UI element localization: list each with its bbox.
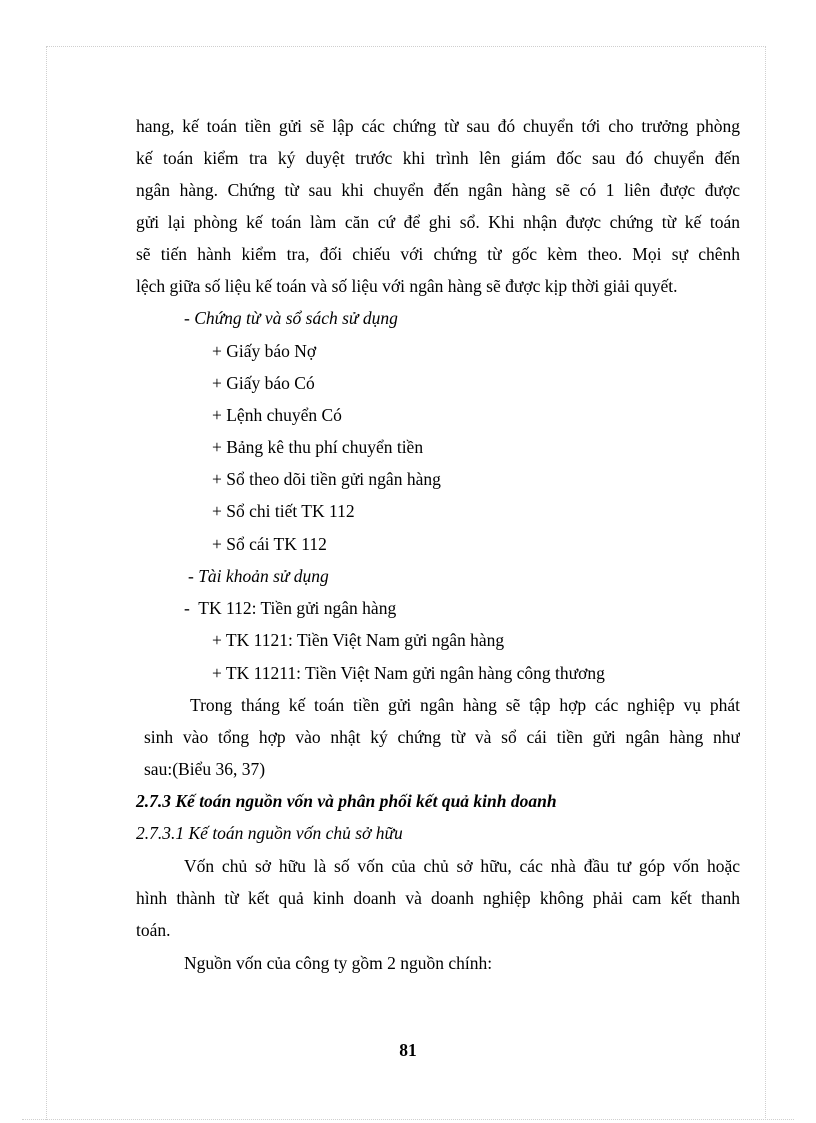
list-item: + Sổ cái TK 112: [212, 534, 327, 554]
list-item: + Sổ theo dõi tiền gửi ngân hàng: [212, 469, 441, 489]
paragraph-line: sinh vào tổng hợp vào nhật ký chứng từ và sổ cái tiền gửi ngân hàng như: [144, 727, 740, 747]
page-bottom-edge: [22, 1119, 794, 1120]
accounts-heading: - Tài khoản sử dụng: [188, 566, 329, 586]
paragraph-line: kế toán kiểm tra ký duyệt trước khi trình lên giám đốc sau đó chuyển đến: [136, 148, 740, 168]
section-heading-2-7-3-1: 2.7.3.1 Kế toán nguồn vốn chủ sở hữu: [136, 823, 403, 843]
paragraph-line: gửi lại phòng kế toán làm căn cứ để ghi sổ. Khi nhận được chứng từ kế toán: [136, 212, 740, 232]
list-item: + Giấy báo Có: [212, 373, 315, 393]
list-item: + TK 1121: Tiền Việt Nam gửi ngân hàng: [212, 630, 505, 650]
paragraph-line: Trong tháng kế toán tiền gửi ngân hàng sẽ tập hợp các nghiệp vụ phát: [190, 695, 740, 715]
paragraph-line: lệch giữa số liệu kế toán và số liệu với ngân hàng sẽ được kịp thời giải quyết.: [136, 276, 678, 296]
list-item: + Bảng kê thu phí chuyển tiền: [212, 437, 424, 457]
documents-heading: - Chứng từ và sổ sách sử dụng: [184, 308, 398, 328]
list-item: + Giấy báo Nợ: [212, 341, 317, 361]
list-item: + Sổ chi tiết TK 112: [212, 501, 355, 521]
paragraph-line: hang, kế toán tiền gửi sẽ lập các chứng từ sau đó chuyển tới cho trưởng phòng: [136, 116, 740, 136]
paragraph-line: Vốn chủ sở hữu là số vốn của chủ sở hữu, các nhà đầu tư góp vốn hoặc: [184, 856, 740, 876]
list-item: + TK 11211: Tiền Việt Nam gửi ngân hàng công thương: [212, 663, 605, 683]
paragraph-line: sau:(Biểu 36, 37): [144, 759, 266, 779]
list-item: + Lệnh chuyển Có: [212, 405, 342, 425]
section-heading-2-7-3: 2.7.3 Kế toán nguồn vốn và phân phối kết quả kinh doanh: [136, 791, 557, 811]
paragraph-line: hình thành từ kết quả kinh doanh và doanh nghiệp không phải cam kết thanh: [136, 888, 740, 908]
page-number: 81: [399, 1040, 417, 1060]
paragraph-line: toán.: [136, 920, 171, 940]
main-account: - TK 112: Tiền gửi ngân hàng: [184, 598, 397, 618]
paragraph-capital-sources: Nguồn vốn của công ty gồm 2 nguồn chính:: [184, 953, 493, 973]
paragraph-line: ngân hàng. Chứng từ sau khi chuyển đến ngân hàng sẽ có 1 liên được được: [136, 180, 740, 200]
paragraph-line: sẽ tiến hành kiểm tra, đối chiếu với chứng từ gốc kèm theo. Mọi sự chênh: [136, 244, 740, 264]
